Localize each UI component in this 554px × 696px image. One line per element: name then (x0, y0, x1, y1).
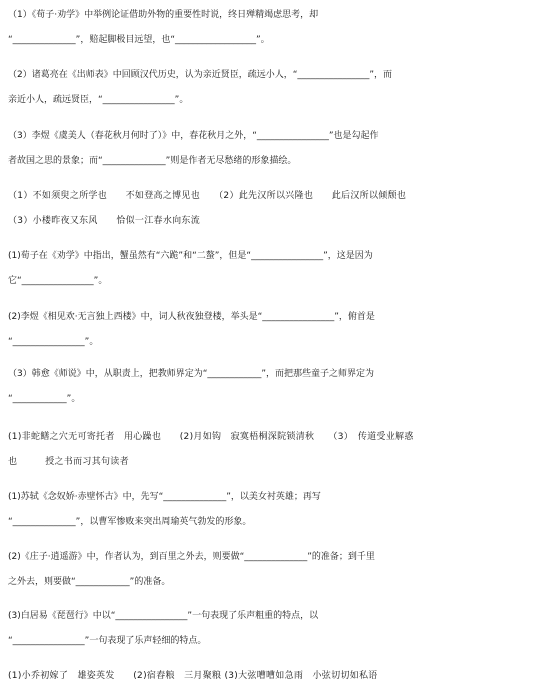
question-3-block (8, 124, 548, 174)
answer-block-1 (8, 184, 548, 234)
answer-text-line: （3）小楼昨夜又东风 恰似一江春水向东流 (8, 216, 201, 226)
question-text-line: 之外去，则要做“____________”的准备。 (8, 577, 171, 587)
question-text-line: 它“________________”。 (8, 276, 108, 286)
question-text-line: 亲近小人，疏远贤臣，“________________”。 (8, 95, 189, 105)
question-8-block (8, 545, 548, 595)
answer-text-line: (1)小乔初嫁了 雄姿英发 (2)宿舂粮 三月聚粮 (3)大弦嘈嘈如急雨 小弦切切如私语 (8, 671, 378, 681)
question-text-line: （3）李煜《虞美人（春花秋月何时了）》中，春花秋月之外，“________________”也是勾起作 (8, 131, 379, 141)
answer-block-2 (8, 425, 548, 475)
question-7-block (8, 485, 548, 535)
question-text-line: “______________”，赔起脚极目远望，也“__________________”。 (8, 35, 270, 45)
question-4-block (8, 244, 548, 294)
question-text-line: (1)荀子在《劝学》中指出，蟹虽然有“六跪”和“二螯”，但是“________________”，这是因为 (8, 251, 373, 261)
question-text-line: “______________”，以曹军惨败来突出周瑜英气勃发的形象。 (8, 517, 252, 527)
answer-text-line: （1）不如须臾之所学也 不如登高之博见也 （2）此先汉所以兴隆也 此后汉所以倾颓也 (8, 191, 407, 201)
question-text-line: 者故国之思的景象；而“______________”则是作者无尽愁绪的形象描绘。 (8, 156, 297, 166)
answer-block-3 (8, 664, 548, 689)
answer-text-line: 也 授之书而习其句读者 (8, 457, 129, 467)
question-6-block (8, 362, 548, 412)
question-text-line: “________________”一句表现了乐声轻细的特点。 (8, 636, 207, 646)
answer-text-line: (1)非蛇鳝之穴无可寄托者 用心躁也 (2)月如钩 寂寞梧桐深院锁清秋 （3） 传道受业解惑 (8, 432, 414, 442)
question-text-line: （2）诸葛亮在《出师表》中回顾汉代历史，认为亲近贤臣，疏远小人，“________________”，而 (8, 70, 393, 80)
question-text-line: （3）韩愈《师说》中，从职责上，把教师界定为“____________”，而把那些童子之师界定为 (8, 369, 375, 379)
question-text-line: (1)苏轼《念奴娇·赤壁怀古》中，先写“______________”，以美女衬英雄；再写 (8, 492, 321, 502)
question-text-line: (2)李煜《相见欢·无言独上西楼》中，词人秋夜独登楼，举头是“________________”，俯首是 (8, 312, 375, 322)
question-9-block (8, 604, 548, 654)
question-text-line: “____________”。 (8, 394, 81, 404)
question-text-line: （1）《荀子·劝学》中举例论证借助外物的重要性时说，终日殚精竭虑思考，却 (8, 10, 319, 20)
question-5-block (8, 305, 548, 355)
question-2-block (8, 63, 548, 113)
question-1-block (8, 3, 548, 53)
question-text-line: “________________”。 (8, 337, 99, 347)
question-text-line: (3)白居易《琵琶行》中以“________________”一句表现了乐声粗重的特点，以 (8, 611, 319, 621)
question-text-line: (2)《庄子·逍遥游》中，作者认为，到百里之外去，则要做“______________”的准备；到千里 (8, 552, 375, 562)
